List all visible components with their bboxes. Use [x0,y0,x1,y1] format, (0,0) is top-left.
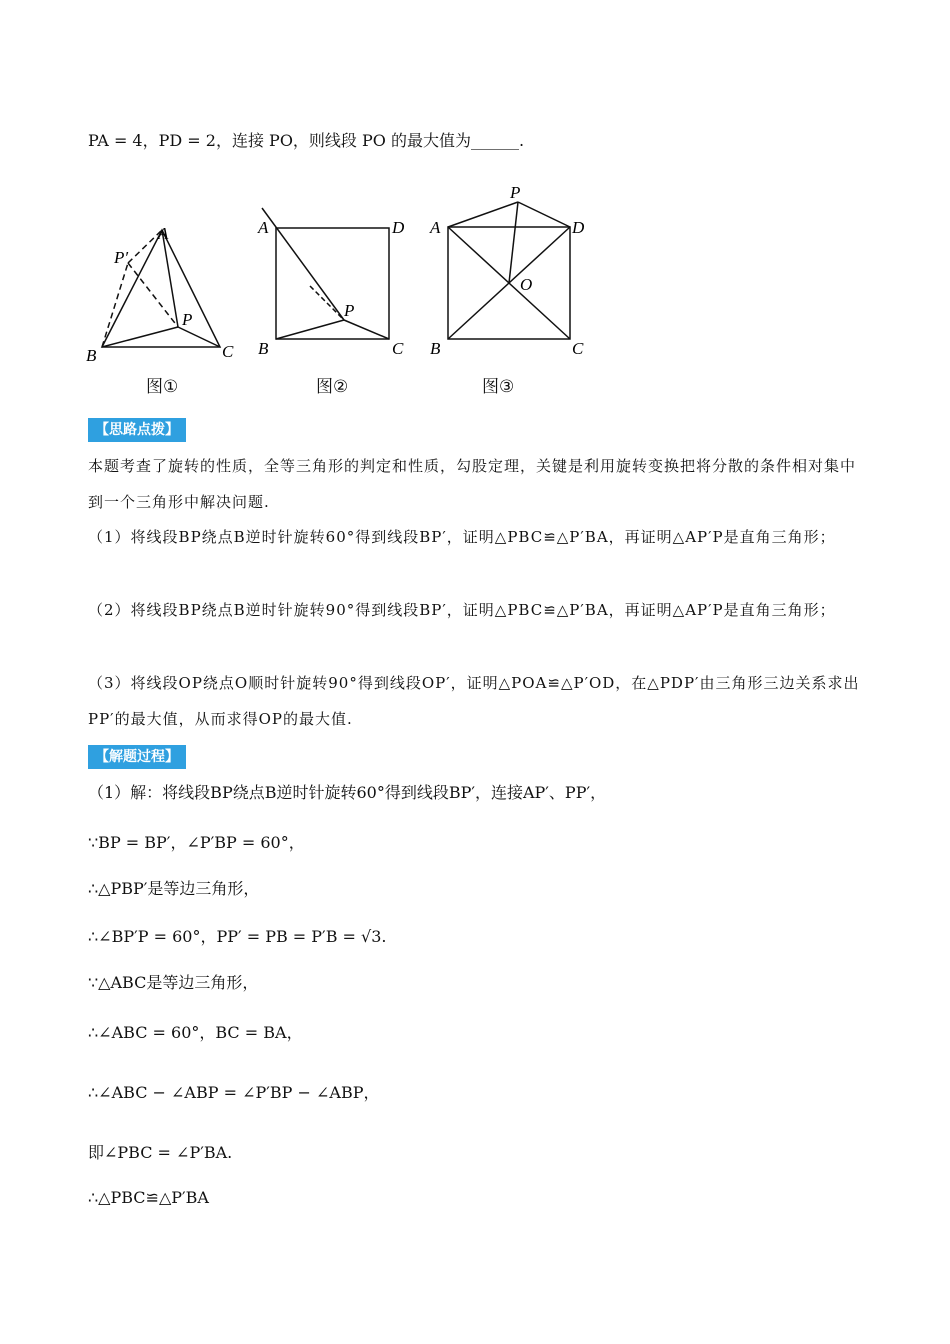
segment-cp [178,327,220,347]
figure-1 [80,215,250,375]
segment-pd [518,202,570,227]
figure-3-caption: 图③ [482,377,515,397]
figure-2 [250,200,420,365]
segment-po [509,202,518,283]
solution-line-4: ∴∠BP′P = 60°，PP′ = PB = P′B = √3. [88,927,387,946]
problem-intro-line [88,128,524,151]
label-d: D [392,218,405,237]
label-b: B [258,339,269,358]
hint-tag: 【思路点拨】 [88,418,186,442]
solution-line-8: 即∠PBC = ∠P′BA. [88,1143,233,1162]
solution-line-6: ∴∠ABC = 60°，BC = BA， [88,1023,303,1042]
label-a: A [258,218,269,237]
solution-line-2: ∵BP = BP′，∠P′BP = 60°， [88,833,305,852]
solution-line-3: ∴△PBP′是等边三角形， [88,879,260,898]
segment-ap [448,202,518,227]
solution-tag: 【解题过程】 [88,745,186,769]
square-abcd [276,228,389,339]
label-b: B [86,346,97,365]
figure-2-caption: 图② [316,377,349,397]
label-p: P [182,310,193,329]
extended-line-ap [262,208,344,320]
hint-item-3: （3）将线段OP绕点O顺时针旋转90°得到线段OP′，证明△POA≌△P′OD，在△PDP′由三角形三边关系求出PP′的最大值，从而求得OP的最大值. [88,674,860,728]
segment-ap-prime [128,230,162,263]
segment-bp [276,320,344,339]
label-a: A [158,224,169,243]
hint-item-1: （1）将线段BP绕点B逆时针旋转60°得到线段BP′，证明△PBC≌△P′BA，再证明△AP′P是直角三角形； [88,528,836,546]
figure-1-caption: 图① [146,377,179,397]
segment-bp [102,327,178,347]
figure-3 [420,180,600,365]
solution-line-5: ∵△ABC是等边三角形， [88,973,259,992]
label-b: B [430,339,441,358]
solution-line-1: （1）解：将线段BP绕点B逆时针旋转60°得到线段BP′，连接AP′、PP′， [88,783,607,802]
problem-intro-text: PA = 4，PD = 2，连接 PO，则线段 PO 的最大值为______. [88,131,525,150]
label-p: P [344,301,355,320]
label-d: D [572,218,585,237]
segment-dashed [310,286,344,320]
solution-line-7: ∴∠ABC − ∠ABP = ∠P′BP − ∠ABP， [88,1083,380,1102]
label-c: C [222,342,234,361]
label-a: A [430,218,441,237]
solution-line-9: ∴△PBC≌△P′BA [88,1188,209,1207]
hint-item-2: （2）将线段BP绕点B逆时针旋转90°得到线段BP′，证明△PBC≌△P′BA，再证明△AP′P是直角三角形； [88,601,836,619]
label-c: C [392,339,404,358]
segment-pp-prime [128,263,178,327]
label-c: C [572,339,584,358]
segment-cp [344,320,389,339]
label-p: P [510,183,521,202]
label-p-prime: P′ [114,248,129,267]
hint-summary: 本题考查了旋转的性质，全等三角形的判定和性质，勾股定理，关键是利用旋转变换把将分散的条件相对集中到一个三角形中解决问题. [88,457,857,511]
label-o: O [520,275,533,294]
